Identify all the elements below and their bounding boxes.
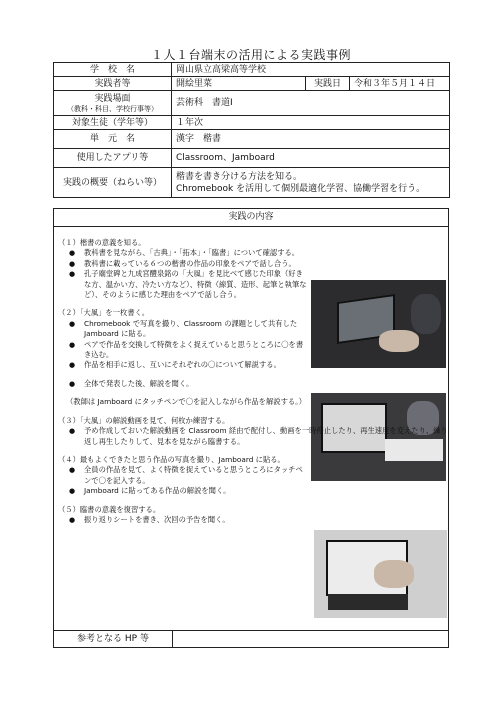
scene-row [54, 91, 450, 116]
unit-value: 漢字 楷書 [172, 130, 450, 149]
step-2-note: （教師は Jamboard にタッチペンで〇を記入しながら作品を解説する。） [66, 397, 307, 407]
content-body [58, 236, 448, 525]
step-1-item: ● 孔子廟堂碑と九成宮醴泉銘の「大風」を見比べて感じた印象（好きな方、温かい方、冷たい方など）、特徴（線質、造形、起筆と執筆など）、そのように感じた理由をペアで話し合う。 [69, 269, 307, 300]
apps-label: 使用したアプリ等 [54, 149, 172, 168]
step-3-item: ● 予め作成しておいた解説動画を Classroom 経由で配付し、動画を一時停止したり、再生速度を変えたり、繰り返し再生したりして、見本を見ながら臨書する。 [69, 426, 448, 446]
content-heading: 実践の内容 [53, 208, 449, 226]
step-4-item: ● Jamboard に貼ってある作品の解説を聞く。 [69, 486, 231, 496]
bullet-icon: ● [69, 259, 76, 268]
bullet-icon: ● [69, 379, 76, 388]
school-label: 学 校 名 [54, 63, 172, 77]
aim-row [54, 168, 450, 198]
step-4-heading: （４）最もよくできたと思う作品の写真を撮り、Jamboard に貼る。 [58, 454, 285, 464]
bullet-icon: ● [69, 319, 76, 328]
scene-label-cell [54, 91, 172, 116]
bullet-icon: ● [69, 466, 76, 475]
bullet-icon: ● [69, 361, 76, 370]
step-2-item: ● 全体で発表した後、解説を聞く。 [69, 378, 194, 388]
step-5-item: ● 振り返りシートを書き、次回の予告を聞く。 [69, 514, 230, 524]
page-title: １人１台端末の活用による実践事例 [150, 48, 351, 62]
scene-value: 芸術科 書道Ⅰ [172, 91, 450, 116]
apps-row [54, 149, 450, 168]
bullet-icon: ● [69, 340, 76, 349]
info-table [53, 62, 450, 198]
step-1-heading: （１）楷書の意義を知る。 [58, 238, 146, 247]
teacher-value: 開絵里菜 [172, 77, 306, 91]
grade-row [54, 116, 450, 130]
grade-value: １年次 [172, 116, 450, 130]
aim-line-2: Chromebook を活用して個別最適化学習、協働学習を行う。 [176, 183, 426, 194]
unit-row [54, 130, 450, 149]
scene-sublabel: （教科・科目、学校行事等） [67, 104, 158, 113]
date-value: 令和３年５月１４日 [350, 77, 450, 91]
date-label: 実践日 [306, 77, 350, 91]
school-value: 岡山県立高梁高等学校 [172, 63, 450, 77]
step-2-item: ● ペアで作品を交換して特徴をよく捉えていると思うところに〇を書き込む。 [69, 339, 304, 360]
aim-label: 実践の概要（ねらい等） [54, 168, 172, 198]
step-3-heading: （３）「大風」の解説動画を見て、何枚か練習する。 [58, 415, 230, 425]
reference-row [53, 630, 449, 648]
grade-label: 対象生徒（学年等） [54, 116, 172, 130]
bullet-icon: ● [69, 427, 76, 436]
step-2-item: ● 作品を相手に返し、互いにそれぞれの〇について解説する。 [69, 360, 281, 370]
step-2-heading: （２）「大風」を一枚書く。 [58, 308, 150, 318]
step-2-item: ● Chromebook で写真を撮り、Classroom の課題として共有した Jamboard に貼る。 [69, 318, 298, 339]
step-1-item: ● 教科書に載っている６つの楷書の作品の印象をペアで話し合う。 [69, 258, 296, 268]
step-5-heading: （５）臨書の意義を復習する。 [58, 504, 161, 514]
bullet-icon: ● [69, 249, 76, 258]
apps-value: Classroom、Jamboard [172, 149, 450, 168]
school-row [54, 63, 450, 77]
unit-label: 単 元 名 [54, 130, 172, 149]
teacher-label: 実践者等 [54, 77, 172, 91]
bullet-icon: ● [69, 487, 76, 496]
step-4-item: ● 全員の作品を見て、よく特徴を捉えていると思うところにタッチペンで〇を記入する。 [69, 465, 303, 485]
bullet-icon: ● [69, 515, 76, 524]
aim-line-1: 楷書を書き分ける方法を知る。 [176, 171, 303, 182]
scene-label: 実践場面 [94, 93, 131, 104]
teacher-row [54, 77, 450, 91]
step-1-item: ● 教科書を見ながら、「古典」・「拓本」・「臨書」について確認する。 [69, 248, 300, 258]
reference-label: 参考となる HP 等 [54, 631, 173, 647]
bullet-icon: ● [69, 270, 76, 279]
photo-jamboard-touchpen [314, 530, 447, 618]
aim-value-cell [172, 168, 450, 198]
